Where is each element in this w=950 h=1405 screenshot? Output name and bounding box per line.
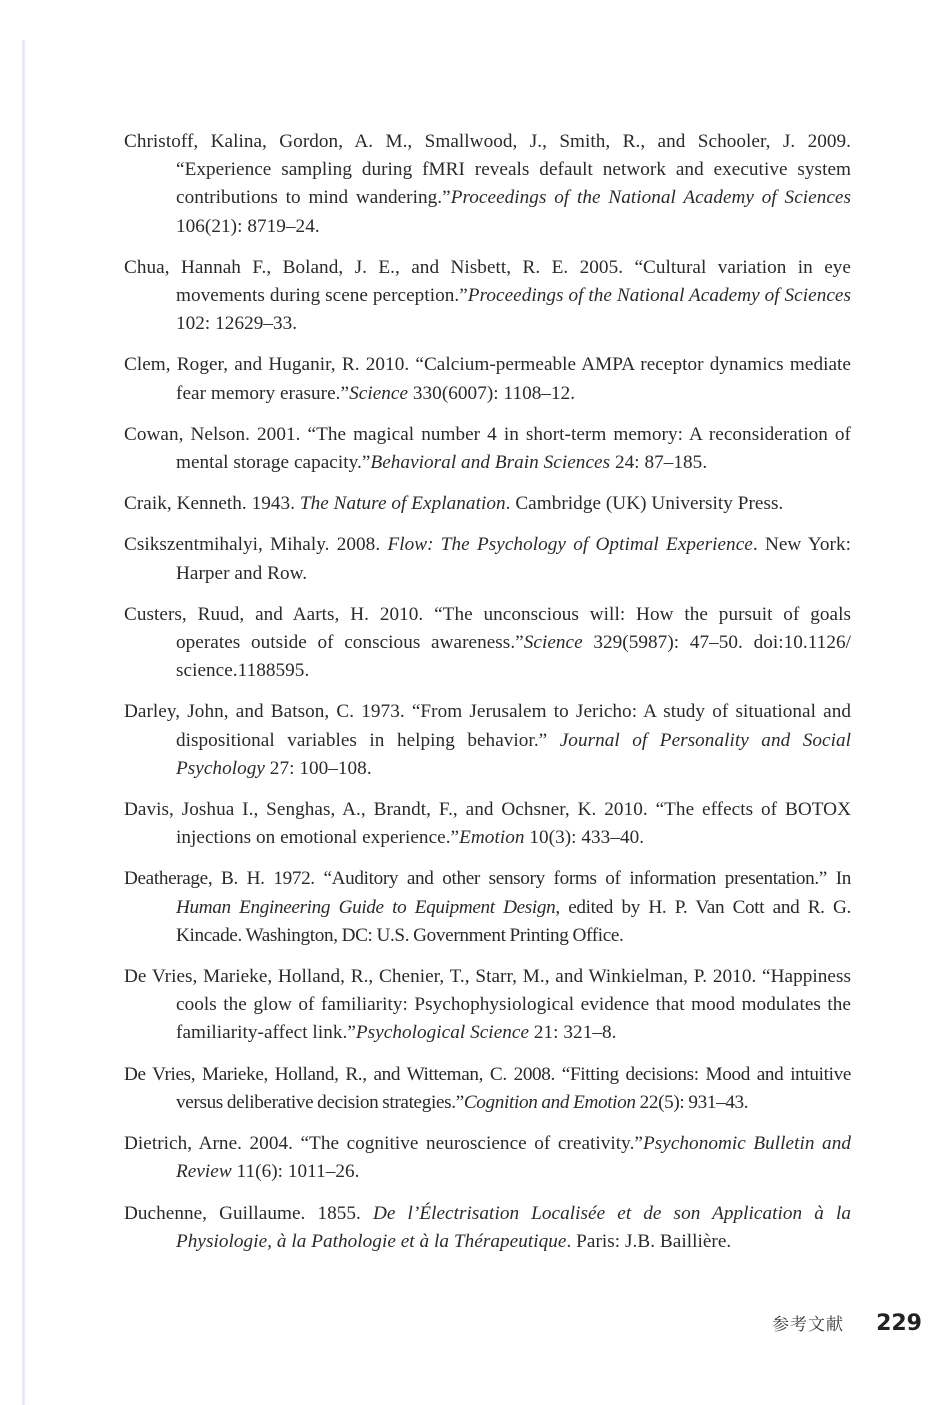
reference-text: Dietrich, Arne. 2004. “The cognitive neuroscience of creativity.” — [124, 1133, 643, 1155]
reference-text: 329(5987): 47–50. doi:10.1126/ science.1188595. — [176, 632, 851, 682]
reference-source-title: Journal of Personality and Social Psychology — [176, 729, 851, 779]
reference-source-title: Science — [523, 632, 583, 654]
reference-entry — [124, 698, 851, 783]
reference-entry — [124, 796, 851, 852]
running-footer-section-title: 参考文献 — [772, 1315, 845, 1335]
reference-text: 11(6): 1011–26. — [231, 1161, 360, 1183]
reference-text: 22(5): 931–43. — [635, 1091, 749, 1113]
reference-source-title: Psychonomic Bulletin and Review — [176, 1133, 851, 1183]
reference-text: . Paris: J.B. Baillière. — [566, 1230, 732, 1252]
reference-entry — [124, 1130, 851, 1186]
reference-entry — [124, 601, 851, 686]
reference-source-title: Cognition and Emotion — [463, 1091, 636, 1113]
reference-text: Darley, John, and Batson, C. 1973. “From Jerusalem to Jericho: A study of situational and dispositional variables in helping behavior.” — [124, 701, 851, 751]
reference-text: Custers, Ruud, and Aarts, H. 2010. “The unconscious will: How the pursuit of goals operates outside of conscious awareness.” — [124, 603, 851, 654]
reference-text: 330(6007): 1108–12. — [408, 382, 576, 404]
reference-text: Davis, Joshua I., Senghas, A., Brandt, F., and Ochsner, K. 2010. “The effects of BOTOX injections on emotional experience.” — [124, 799, 851, 849]
reference-entry — [124, 351, 851, 407]
reference-source-title: De l’Électrisation Localisée et de son Application à la Physiologie, à la Pathologie et à la Thérapeutique — [176, 1202, 851, 1252]
reference-entry — [124, 963, 851, 1048]
reference-source-title: Psychological Science — [355, 1022, 530, 1044]
reference-text: Christoff, Kalina, Gordon, A. M., Smallwood, J., Smith, R., and Schooler, J. 2009. “Experience sampling during fMRI reveals default network and executive system contributions to mind wandering.” — [124, 131, 851, 209]
reference-text: 106(21): 8719–24. — [176, 215, 320, 237]
reference-source-title: Human Engineering Guide to Equipment Design — [176, 896, 556, 918]
reference-text: Chua, Hannah F., Boland, J. E., and Nisbett, R. E. 2005. “Cultural variation in eye movements during scene perception.” — [124, 256, 851, 307]
reference-entry — [124, 128, 851, 241]
reference-entry — [124, 421, 851, 477]
reference-text: Cowan, Nelson. 2001. “The magical number 4 in short-term memory: A reconsideration of mental storage capacity.” — [124, 423, 851, 474]
reference-source-title: Science — [349, 382, 409, 404]
reference-entry — [124, 490, 851, 518]
reference-source-title: Flow: The Psychology of Optimal Experience — [387, 534, 753, 556]
reference-text: Craik, Kenneth. 1943. — [124, 493, 300, 515]
reference-text: 102: 12629–33. — [176, 313, 298, 335]
reference-entry — [124, 531, 851, 587]
reference-text: Csikszentmihalyi, Mihaly. 2008. — [124, 534, 388, 556]
reference-text: 10(3): 433–40. — [524, 827, 645, 849]
reference-entry — [124, 865, 851, 950]
reference-source-title: Emotion — [459, 827, 525, 849]
reference-text: 27: 100–108. — [264, 757, 372, 779]
reference-text: De Vries, Marieke, Holland, R., and Witteman, C. 2008. “Fitting decisions: Mood and intuitive versus deliberative decision strategies.” — [124, 1063, 851, 1113]
page-footer — [772, 1310, 922, 1336]
reference-text: 21: 321–8. — [529, 1022, 617, 1044]
page-gutter-line — [22, 40, 25, 1405]
reference-text: Deatherage, B. H. 1972. “Auditory and other sensory forms of information presentation.” In — [124, 868, 851, 890]
reference-source-title: The Nature of Explanation — [299, 493, 506, 515]
reference-entry — [124, 1061, 851, 1117]
reference-text: Duchenne, Guillaume. 1855. — [124, 1202, 373, 1224]
reference-text: . New York: Harper and Row. — [176, 534, 851, 584]
reference-source-title: Proceedings of the National Academy of Sciences — [467, 285, 851, 307]
reference-text: , edited by H. P. Van Cott and R. G. Kincade. Washington, DC: U.S. Government Printing Office. — [176, 896, 851, 946]
reference-source-title: Proceedings of the National Academy of Sciences — [450, 187, 851, 209]
reference-entry — [124, 1200, 851, 1256]
reference-source-title: Behavioral and Brain Sciences — [370, 452, 611, 474]
reference-text: Clem, Roger, and Huganir, R. 2010. “Calcium-permeable AMPA receptor dynamics mediate fear memory erasure.” — [124, 354, 851, 404]
reference-text: . Cambridge (UK) University Press. — [505, 493, 784, 515]
reference-text: De Vries, Marieke, Holland, R., Chenier, T., Starr, M., and Winkielman, P. 2010. “Happiness cools the glow of familiarity: Psychophysiological evidence that mood modulates the familiarity-affect link.” — [124, 966, 851, 1044]
page-number: 229 — [876, 1311, 922, 1336]
reference-entry — [124, 254, 851, 339]
reference-text: 24: 87–185. — [610, 452, 708, 474]
reference-list — [124, 128, 851, 1269]
